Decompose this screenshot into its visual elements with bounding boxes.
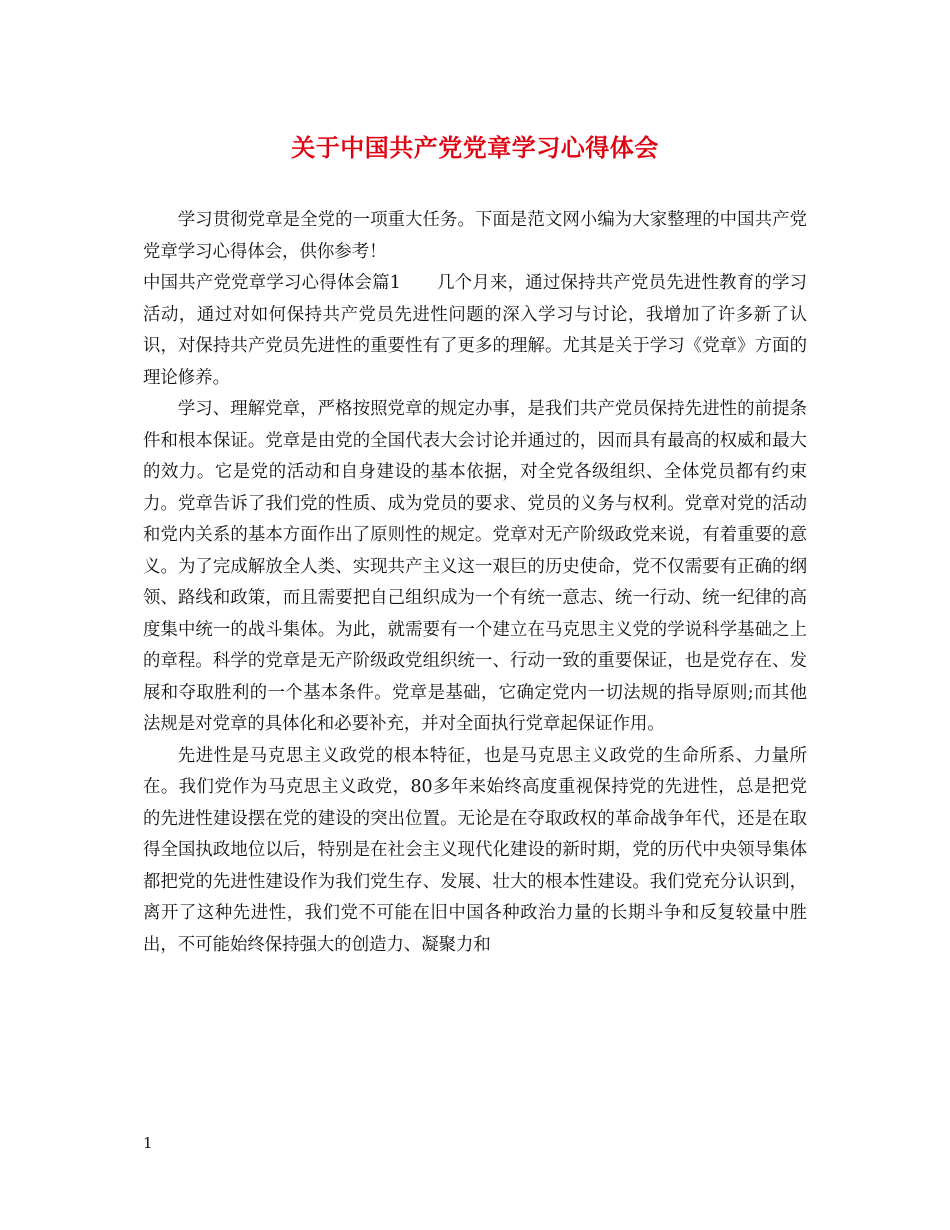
body-paragraph: 学习、理解党章，严格按照党章的规定办事，是我们共产党员保持先进性的前提条件和根本保证。党章是由党的全国代表大会讨论并通过的，因而具有最高的权威和最大的效力。它是党的活动和自身建设的基本依据，对全党各级组织、全体党员都有约束力。党章告诉了我们党的性质、成为党员的要求、党员的义务与权利。党章对党的活动和党内关系的基本方面作出了原则性的规定。党章对无产阶级政党来说，有着重要的意义。为了完成解放全人类、实现共产主义这一艰巨的历史使命，党不仅需要有正确的纲领、路线和政策，而且需要把自己组织成为一个有统一意志、统一行动、统一纪律的高度集中统一的战斗集体。为此，就需要有一个建立在马克思主义党的学说科学基础之上的章程。科学的党章是无产阶级政党组织统一、行动一致的重要保证，也是党存在、发展和夺取胜利的一个基本条件。党章是基础，它确定党内一切法规的指导原则;而其他法规是对党章的具体化和必要补充，并对全面执行党章起保证作用。 (143, 399, 807, 734)
body-paragraph: 先进性是马克思主义政党的根本特征，也是马克思主义政党的生命所系、力量所在。我们党作为马克思主义政党，80多年来始终高度重视保持党的先进性，总是把党的先进性建设摆在党的建设的突出位置。无论是在夺取政权的革命战争年代，还是在取得全国执政地位以后，特别是在社会主义现代化建设的新时期，党的历代中央领导集体都把党的先进性建设作为我们党生存、发展、壮大的根本性建设。我们党充分认识到，离开了这种先进性，我们党不可能在旧中国各种政治力量的长期斗争和反复较量中胜出，不可能始终保持强大的创造力、凝聚力和 (143, 745, 807, 955)
section-paragraph (143, 268, 807, 394)
document-body (143, 205, 807, 961)
page-number: 1 (143, 1134, 153, 1152)
intro-paragraph: 学习贯彻党章是全党的一项重大任务。下面是范文网小编为大家整理的中国共产党党章学习心得体会，供你参考！ (143, 210, 807, 262)
document-title: 关于中国共产党党章学习心得体会 (291, 133, 659, 162)
paragraph-text: 几个月来，通过保持共产党员先进性教育的学习活动，通过对如何保持共产党员先进性问题的深入学习与讨论，我增加了许多新了认识，对保持共产党员先进性的重要性有了更多的理解。尤其是关于学习《党章》方面的理论修养。 (143, 273, 807, 388)
section-heading: 中国共产党党章学习心得体会篇1 (143, 273, 401, 293)
